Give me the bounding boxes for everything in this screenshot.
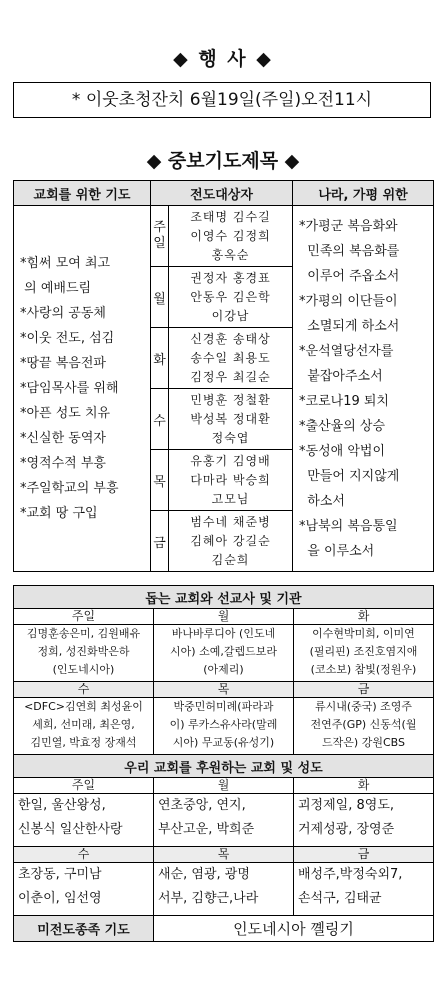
missions-title: 돕는 교회와 선교사 및 기관 [14,586,434,609]
day-header: 화 [294,609,434,625]
list-item: *코로나19 퇴치 [299,393,389,409]
missions-cell: 박중민허미례(파라과 이) 루카스유사라(말레 시아) 무교동(유성기) [154,698,294,755]
list-item: *사랑의 공동체 [20,306,106,321]
day-header: 수 [14,682,154,698]
day-header: 주일 [14,609,154,625]
supporters-cell: 한일, 울산왕성, 신봉식 일산한사랑 [14,794,154,847]
unreached-people-value: 인도네시아 꼘링기 [154,916,434,942]
list-item: *신실한 동역자 [20,431,106,446]
list-item: *가평군 복음화와 [299,218,398,234]
prayer-header-nation: 나라, 가평 위한 [293,181,434,206]
supporters-title: 우리 교회를 후원하는 교회 및 성도 [14,755,434,778]
day-label: 월 [151,267,169,328]
prayer-table [13,180,434,572]
evangelism-names: 권정자 홍경표 안동우 김은학 이강남 [169,267,293,328]
day-label: 수 [151,389,169,450]
prayer-header-evangelism: 전도대상자 [151,181,293,206]
section-title-prayer: ◆ 중보기도제목 ◆ [146,150,300,172]
day-label: 화 [151,328,169,389]
list-item: *출산율의 상승 [299,418,385,434]
list-item: *아픈 성도 치유 [20,406,111,421]
list-item: *땅끝 복음전파 [20,356,106,371]
list-item: 이루어 주옵소서 [299,268,400,284]
list-item: *남북의 복음통일 [299,518,398,534]
list-item: 만들어 지지않게 [299,468,400,484]
list-item: 소멸되게 하소서 [299,318,400,334]
supporters-cell: 새순, 염광, 광명 서부, 김향근,나라 [154,863,294,916]
day-header: 금 [294,847,434,863]
missions-cell: <DFC>김연희 최성윤이 세희, 선미래, 최은영, 김민열, 박효정 장재석 [14,698,154,755]
evangelism-names: 민병훈 정철환 박성복 정대환 정숙엽 [169,389,293,450]
day-header: 주일 [14,778,154,794]
supporters-cell: 괴정제일, 8영도, 거제성광, 장영준 [294,794,434,847]
day-header: 월 [154,778,294,794]
supporters-cell: 연초중앙, 연지, 부산고운, 박희준 [154,794,294,847]
day-header: 수 [14,847,154,863]
list-item: *힘써 모여 최고 [20,256,111,271]
list-item: *이웃 전도, 섬김 [20,331,115,346]
missions-cell: 류시내(중국) 조영주 전연주(GP) 신동석(월 드작은) 강원CBS [294,698,434,755]
day-label: 주 일 [151,206,169,267]
list-item: *담임목사를 위해 [20,381,119,396]
day-header: 화 [294,778,434,794]
event-notice: * 이웃초청잔치 6월19일(주일)오전11시 [13,82,431,118]
nation-prayer-list [293,206,434,572]
list-item: *동성애 악법이 [299,443,385,459]
list-item: *주일학교의 부흥 [20,481,119,496]
missions-cell: 김명훈송은미, 김원배유 정희, 성진화박은하 (인도네시아) [14,625,154,682]
evangelism-names: 유홍기 김영배 다마라 박승희 고모님 [169,450,293,511]
day-header: 금 [294,682,434,698]
list-item: 민족의 복음화를 [299,243,400,259]
list-item: *영적수적 부흥 [20,456,106,471]
list-item: 의 예배드림 [20,281,92,296]
day-header: 월 [154,609,294,625]
list-item: *교회 땅 구입 [20,506,98,521]
supporters-cell: 초장동, 구미남 이춘이, 임선영 [14,863,154,916]
list-item: 하소서 [299,493,345,509]
support-table [13,585,434,942]
list-item: 을 이루소서 [299,543,375,559]
missions-cell: 이수현박미희, 이미연 (필리핀) 조진호염지애 (코소보) 참빛(정원우) [294,625,434,682]
day-header: 목 [154,682,294,698]
missions-cell: 바나바루디아 (인도네 시아) 소예,갈렙드보라 (아제리) [154,625,294,682]
day-header: 목 [154,847,294,863]
prayer-header-church: 교회를 위한 기도 [14,181,151,206]
unreached-people-label: 미전도종족 기도 [14,916,154,942]
day-label: 목 [151,450,169,511]
list-item: 붙잡아주소서 [299,368,383,384]
list-item: *가평의 이단들이 [299,293,398,309]
evangelism-names: 신경훈 송태상 송수일 최용도 김정우 최길순 [169,328,293,389]
evangelism-names: 조태명 김수길 이영수 김정희 홍옥순 [169,206,293,267]
list-item: *운석열당선자를 [299,343,394,359]
section-title-events: ◆ 행 사 ◆ [173,48,273,70]
church-prayer-list [14,206,151,572]
evangelism-names: 범수네 채준병 김혜아 강길순 김순희 [169,511,293,572]
supporters-cell: 배성주,박정숙외7, 손석구, 김태균 [294,863,434,916]
day-label: 금 [151,511,169,572]
